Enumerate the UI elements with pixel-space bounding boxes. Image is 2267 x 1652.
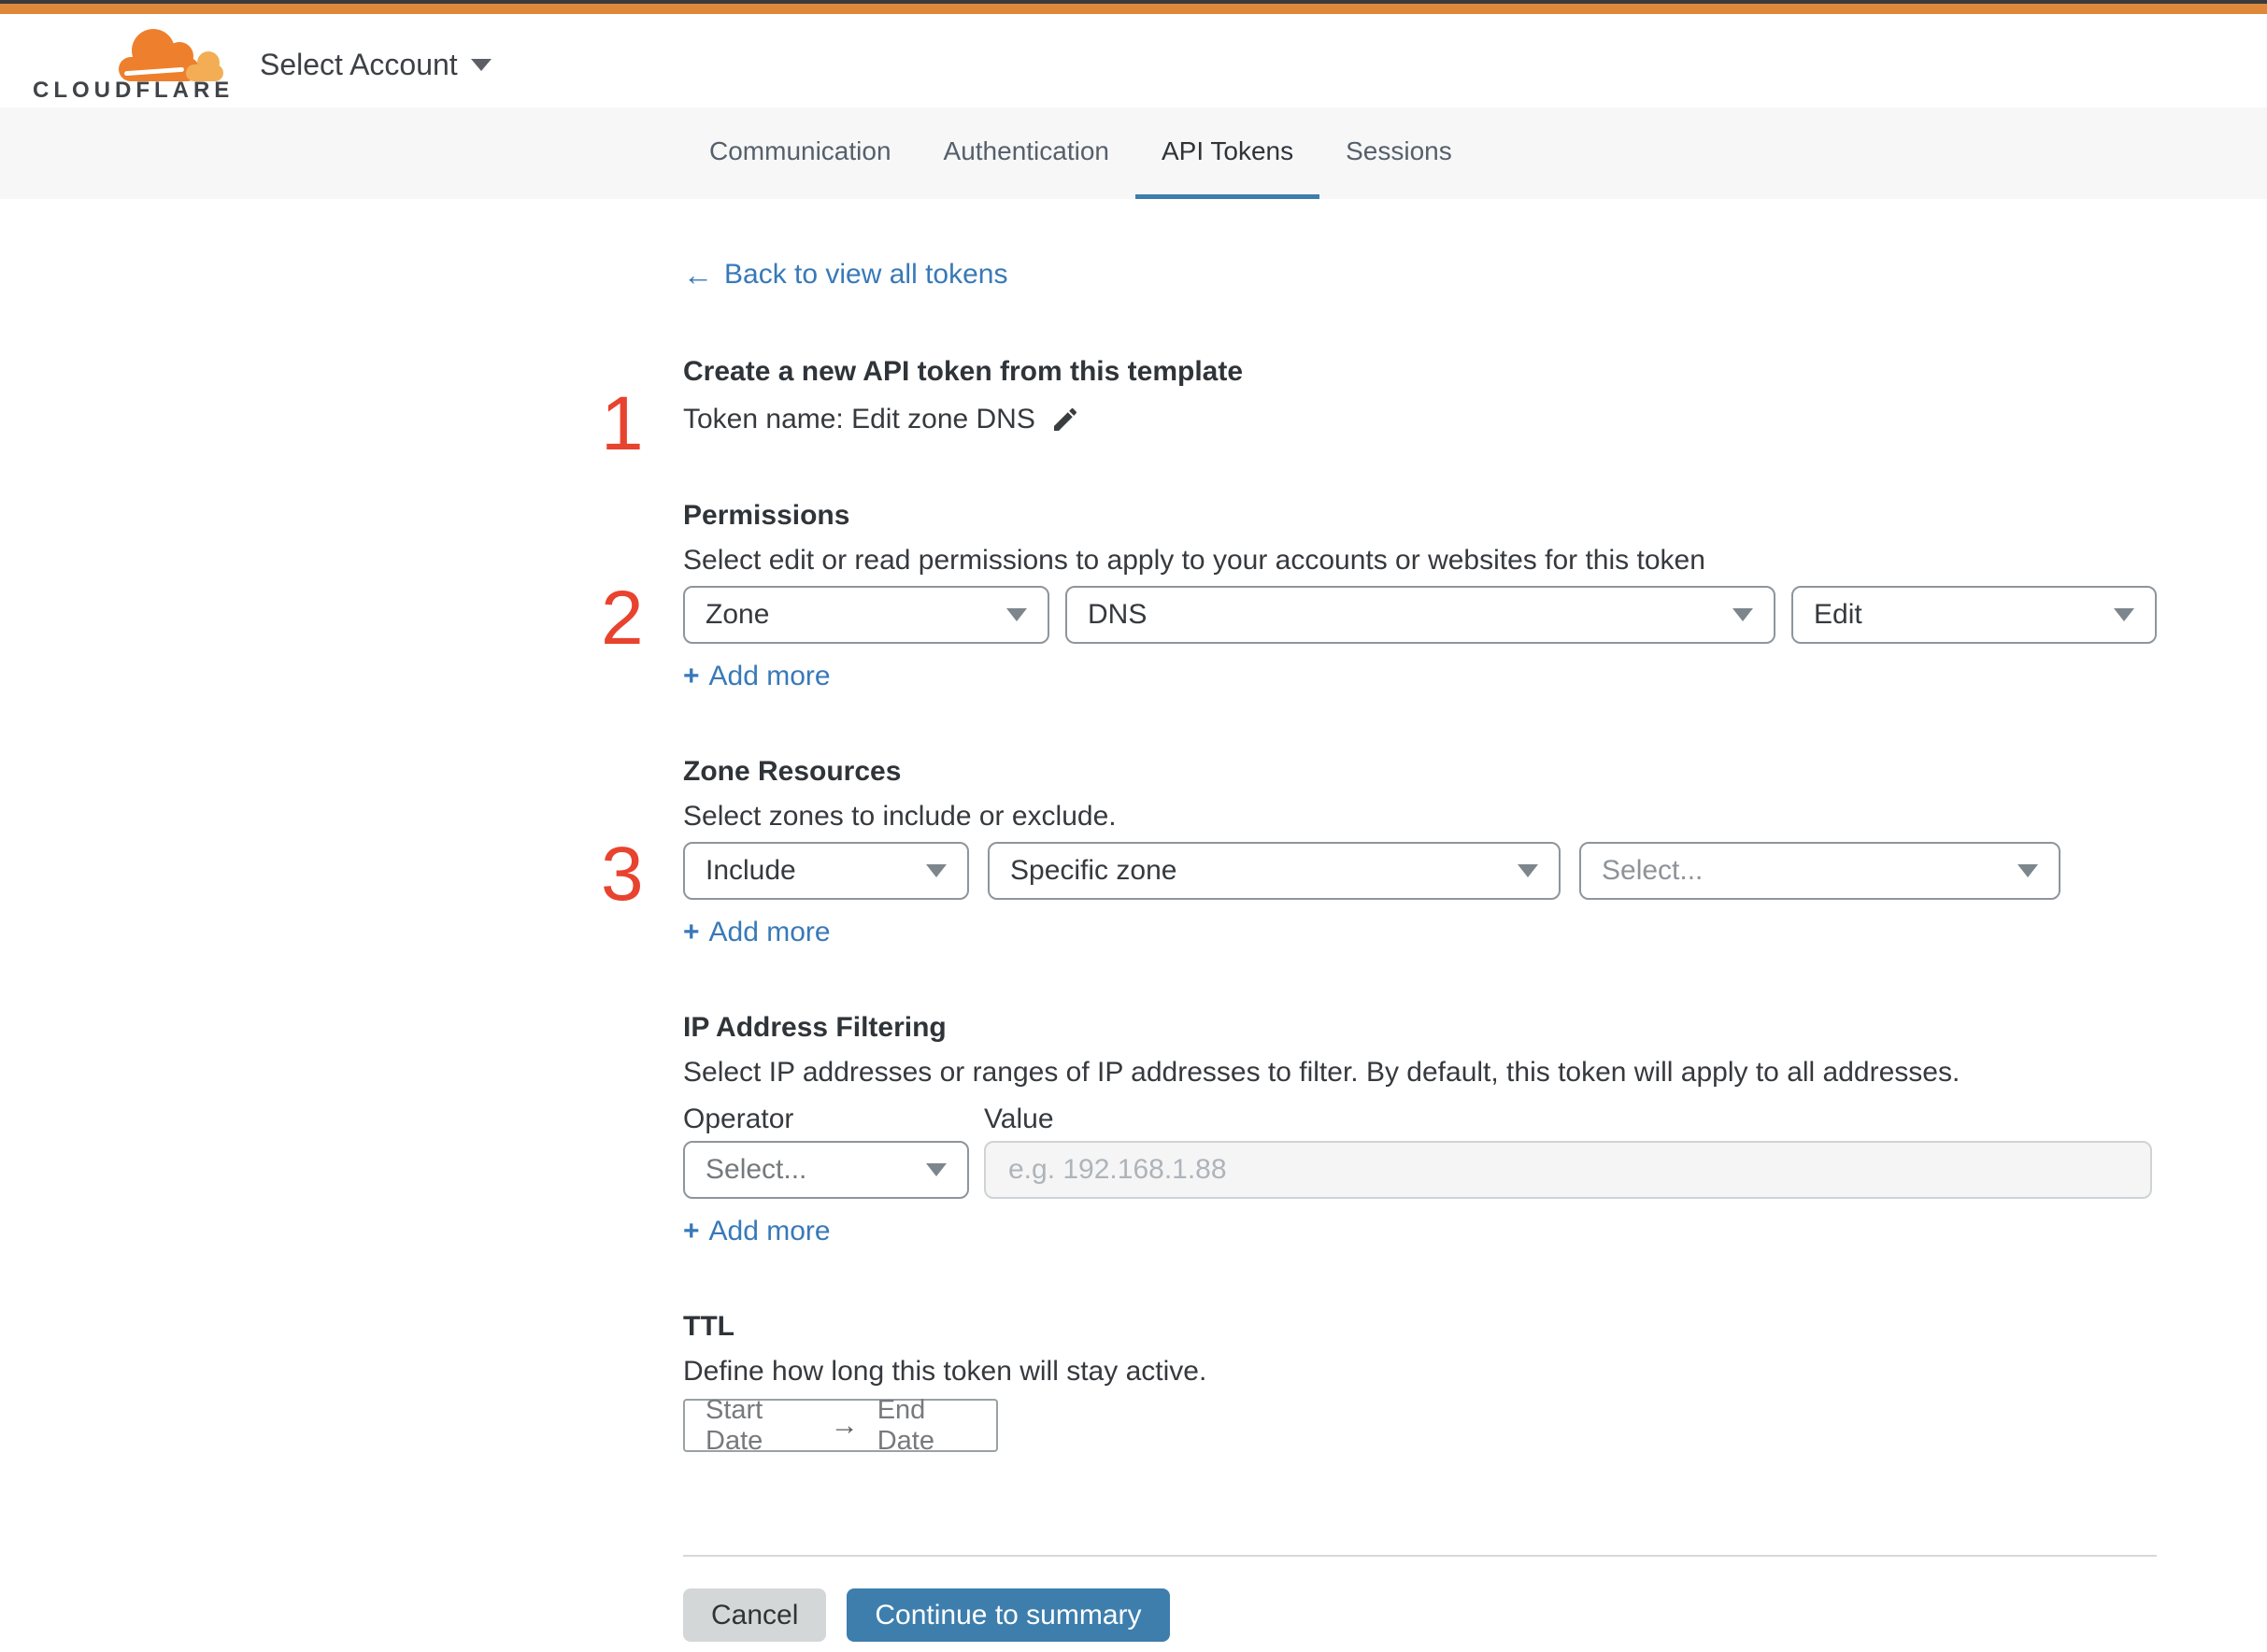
chevron-down-icon bbox=[1518, 864, 1538, 877]
permission-type-select[interactable] bbox=[1065, 586, 1775, 644]
add-more-label: Add more bbox=[708, 1216, 831, 1246]
ip-operator-select[interactable] bbox=[683, 1141, 969, 1199]
footer-actions bbox=[683, 1588, 2157, 1642]
chevron-down-icon bbox=[926, 864, 947, 877]
back-link-label: Back to view all tokens bbox=[724, 259, 1008, 290]
zone-resources-title: Zone Resources bbox=[683, 756, 902, 787]
ip-filtering-row bbox=[683, 1141, 2157, 1199]
zone-type-value: Specific zone bbox=[1010, 855, 1177, 886]
section-zone-resources bbox=[601, 754, 2157, 950]
account-selector-label: Select Account bbox=[260, 48, 458, 81]
ttl-date-range-picker[interactable] bbox=[683, 1394, 998, 1456]
account-selector[interactable] bbox=[260, 48, 492, 82]
start-date-placeholder: Start Date bbox=[706, 1394, 763, 1456]
zone-operator-value: Include bbox=[706, 855, 796, 886]
zone-operator-select[interactable] bbox=[683, 842, 969, 900]
permission-access-select[interactable] bbox=[1791, 586, 2157, 644]
step-number-1: 1 bbox=[601, 381, 644, 466]
zone-resources-add-more-link[interactable] bbox=[683, 915, 831, 950]
permission-type-value: DNS bbox=[1088, 599, 1148, 630]
zone-resources-description: Select zones to include or exclude. bbox=[683, 801, 1117, 832]
edit-pencil-icon[interactable] bbox=[1050, 405, 1080, 434]
section-ttl bbox=[683, 1309, 2157, 1456]
end-date-placeholder: End Date bbox=[877, 1394, 934, 1456]
section-title-template: Create a new API token from this template bbox=[683, 356, 1244, 387]
chevron-down-icon bbox=[2114, 608, 2134, 621]
token-name-text: Token name: Edit zone DNS bbox=[683, 404, 1035, 434]
token-name-row bbox=[683, 401, 2157, 438]
plus-icon: + bbox=[683, 917, 700, 947]
cancel-button[interactable]: Cancel bbox=[683, 1588, 826, 1642]
ip-filtering-add-more-link[interactable] bbox=[683, 1214, 831, 1249]
tab-authentication[interactable]: Authentication bbox=[943, 135, 1109, 165]
permissions-description: Select edit or read permissions to apply to your accounts or websites for this token bbox=[683, 545, 1705, 576]
chevron-down-icon bbox=[2017, 864, 2038, 877]
arrow-right-icon: → bbox=[830, 1409, 859, 1441]
ip-filtering-field-labels bbox=[683, 1102, 2157, 1137]
add-more-label: Add more bbox=[708, 917, 831, 947]
chevron-down-icon bbox=[1006, 608, 1027, 621]
ip-value-input[interactable] bbox=[984, 1141, 2152, 1199]
chevron-down-icon bbox=[471, 59, 492, 71]
zone-picker-select[interactable] bbox=[1579, 842, 2060, 900]
ip-filtering-description: Select IP addresses or ranges of IP addresses to filter. By default, this token will apply to all addresses. bbox=[683, 1057, 1960, 1088]
ttl-title: TTL bbox=[683, 1311, 734, 1342]
ip-operator-placeholder: Select... bbox=[706, 1154, 807, 1185]
ip-filtering-title: IP Address Filtering bbox=[683, 1012, 947, 1043]
back-to-tokens-link[interactable] bbox=[683, 257, 1007, 292]
arrow-left-icon: ← bbox=[683, 258, 713, 292]
step-number-2: 2 bbox=[601, 576, 644, 661]
tab-sessions[interactable]: Sessions bbox=[1346, 135, 1452, 165]
permissions-add-more-link[interactable] bbox=[683, 659, 831, 694]
plus-icon: + bbox=[683, 1216, 700, 1246]
step-number-3: 3 bbox=[601, 832, 644, 917]
app-header bbox=[0, 14, 2267, 107]
section-token-template bbox=[601, 354, 2157, 466]
add-more-label: Add more bbox=[708, 661, 831, 691]
zone-resources-row bbox=[601, 832, 2157, 917]
profile-tabbar bbox=[0, 107, 2267, 199]
main-content bbox=[601, 199, 2157, 1642]
continue-to-summary-button[interactable]: Continue to summary bbox=[847, 1588, 1169, 1642]
brand-top-bar bbox=[0, 4, 2267, 14]
permission-scope-select[interactable] bbox=[683, 586, 1049, 644]
zone-picker-placeholder: Select... bbox=[1602, 855, 1704, 886]
chevron-down-icon bbox=[1732, 608, 1753, 621]
permission-access-value: Edit bbox=[1814, 599, 1862, 630]
footer-divider bbox=[683, 1555, 2157, 1557]
plus-icon: + bbox=[683, 661, 700, 691]
permission-scope-value: Zone bbox=[706, 599, 770, 630]
section-permissions bbox=[601, 498, 2157, 694]
operator-label: Operator bbox=[683, 1104, 794, 1134]
section-ip-filtering bbox=[683, 1010, 2157, 1249]
chevron-down-icon bbox=[926, 1163, 947, 1176]
brand-wordmark: CLOUDFLARE bbox=[33, 78, 235, 103]
cloudflare-logo bbox=[33, 31, 235, 104]
cloudflare-cloud-icon bbox=[119, 33, 223, 81]
permissions-row bbox=[601, 576, 2157, 661]
ttl-description: Define how long this token will stay active. bbox=[683, 1356, 1207, 1387]
tab-communication[interactable]: Communication bbox=[709, 135, 891, 165]
zone-type-select[interactable] bbox=[988, 842, 1561, 900]
value-label: Value bbox=[984, 1104, 1054, 1134]
tab-api-tokens[interactable]: API Tokens bbox=[1135, 107, 1319, 199]
permissions-title: Permissions bbox=[683, 500, 850, 531]
